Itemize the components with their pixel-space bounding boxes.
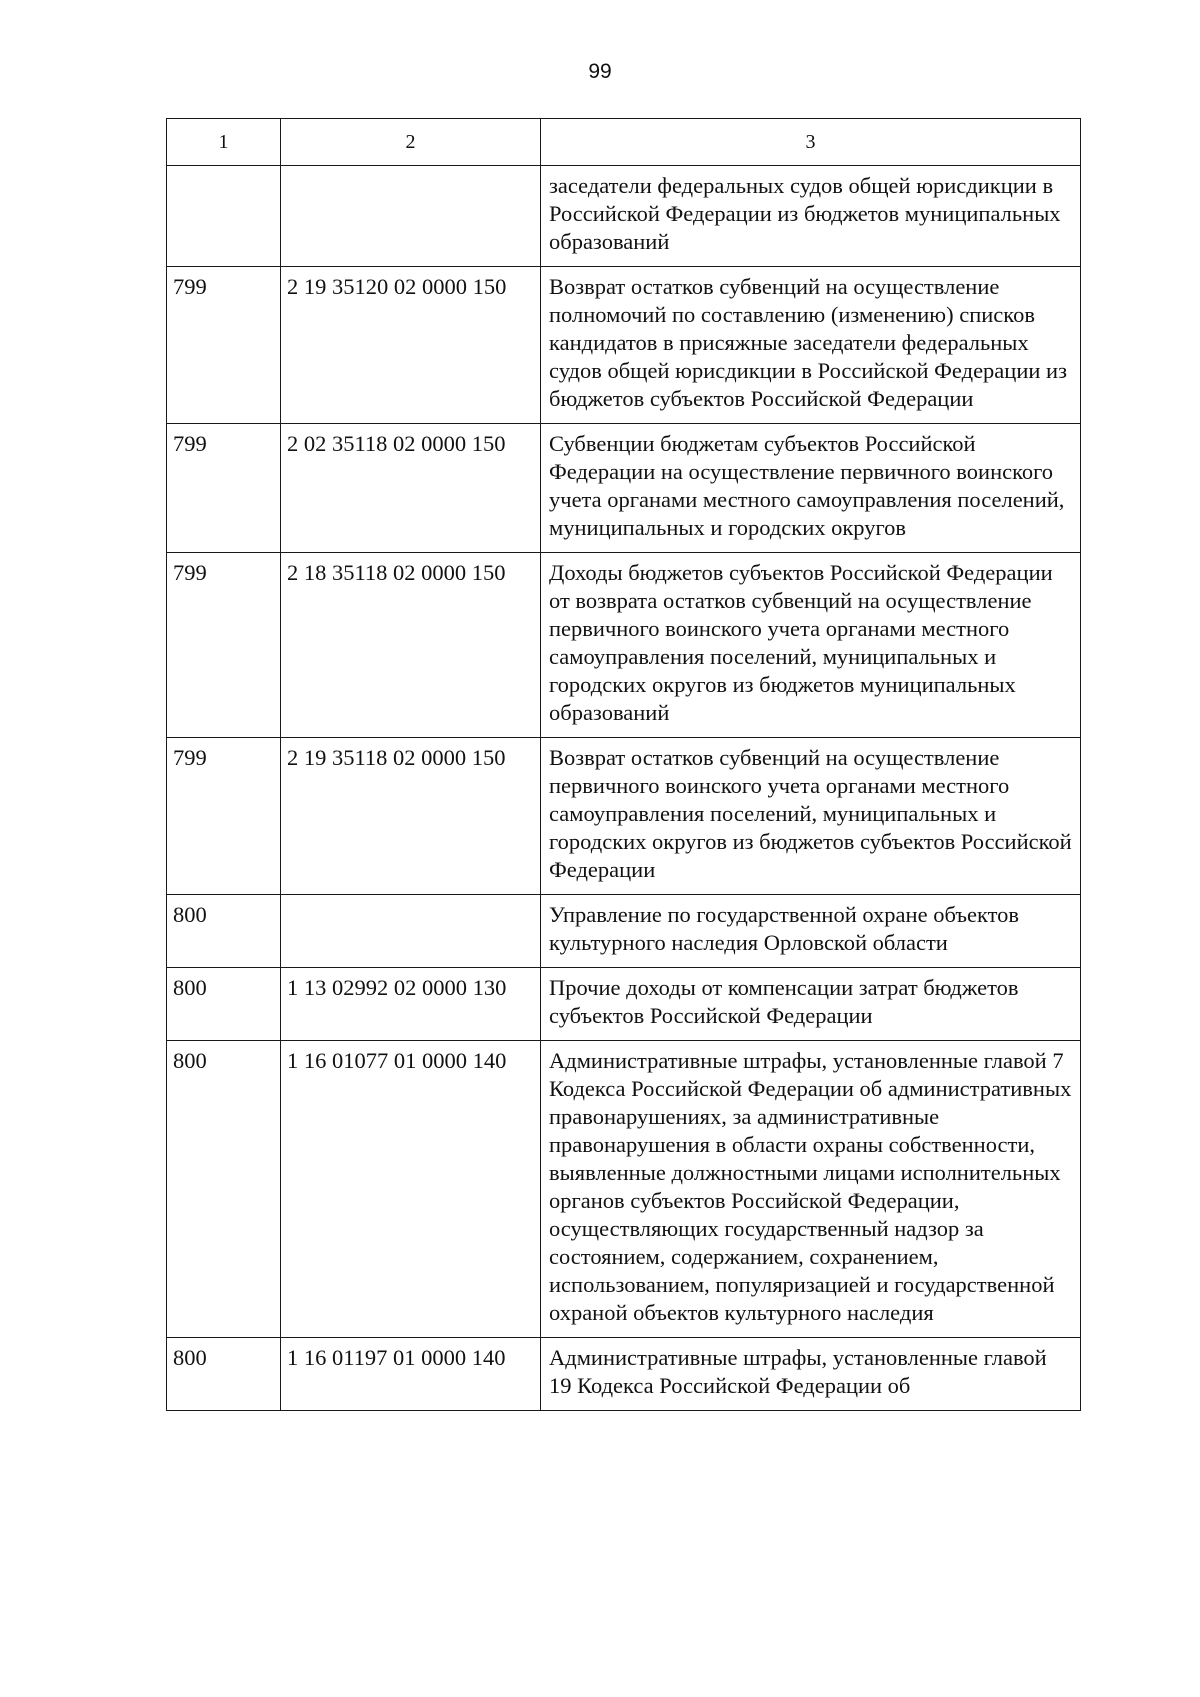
admin-code-cell: 799: [167, 424, 281, 553]
budget-code-cell: 2 02 35118 02 0000 150: [281, 424, 541, 553]
budget-code-cell: 2 19 35120 02 0000 150: [281, 267, 541, 424]
income-name-cell: Управление по государственной охране объектов культурного наследия Орловской области: [541, 895, 1081, 968]
budget-code-cell: [281, 895, 541, 968]
column-header-1: 1: [167, 119, 281, 166]
income-name-cell: Субвенции бюджетам субъектов Российской Федерации на осуществление первичного воинского учета органами местного самоуправления поселений, муниципальных и городских округов: [541, 424, 1081, 553]
income-name-cell: Возврат остатков субвенций на осуществление полномочий по составлению (изменению) списков кандидатов в присяжные заседатели федеральных судов общей юрисдикции в Российской Федерации из бюджетов субъектов Российской Федерации: [541, 267, 1081, 424]
table-row: [167, 424, 1081, 553]
table-row: [167, 738, 1081, 895]
admin-code-cell: 800: [167, 1041, 281, 1338]
table-row: [167, 1338, 1081, 1411]
budget-code-cell: [281, 166, 541, 267]
income-name-cell: заседатели федеральных судов общей юрисдикции в Российской Федерации из бюджетов муниципальных образований: [541, 166, 1081, 267]
table-row: [167, 267, 1081, 424]
page-number: 99: [588, 60, 612, 83]
table-row: [167, 895, 1081, 968]
column-header-2: 2: [281, 119, 541, 166]
column-header-3: 3: [541, 119, 1081, 166]
budget-code-cell: 1 16 01077 01 0000 140: [281, 1041, 541, 1338]
income-name-cell: Административные штрафы, установленные главой 7 Кодекса Российской Федерации об административных правонарушениях, за административные правонарушения в области охраны собственности, выявленные должностными лицами исполнительных органов субъектов Российской Федерации, осуществляющих государственный надзор за состоянием, содержанием, сохранением, использованием, популяризацией и государственной охраной объектов культурного наследия: [541, 1041, 1081, 1338]
admin-code-cell: 800: [167, 968, 281, 1041]
admin-code-cell: 799: [167, 553, 281, 738]
table-row: [167, 553, 1081, 738]
budget-code-cell: 1 13 02992 02 0000 130: [281, 968, 541, 1041]
admin-code-cell: 799: [167, 267, 281, 424]
admin-code-cell: 800: [167, 1338, 281, 1411]
admin-code-cell: [167, 166, 281, 267]
budget-code-cell: 2 18 35118 02 0000 150: [281, 553, 541, 738]
budget-code-cell: 1 16 01197 01 0000 140: [281, 1338, 541, 1411]
budget-codes-table: [166, 118, 1081, 1411]
table-row: [167, 1041, 1081, 1338]
income-name-cell: Возврат остатков субвенций на осуществление первичного воинского учета органами местного самоуправления поселений, муниципальных и городских округов из бюджетов субъектов Российской Федерации: [541, 738, 1081, 895]
budget-code-cell: 2 19 35118 02 0000 150: [281, 738, 541, 895]
admin-code-cell: 799: [167, 738, 281, 895]
table-row: [167, 968, 1081, 1041]
admin-code-cell: 800: [167, 895, 281, 968]
income-name-cell: Прочие доходы от компенсации затрат бюджетов субъектов Российской Федерации: [541, 968, 1081, 1041]
income-name-cell: Административные штрафы, установленные главой 19 Кодекса Российской Федерации об: [541, 1338, 1081, 1411]
table-header-row: [167, 119, 1081, 166]
table-row: [167, 166, 1081, 267]
income-name-cell: Доходы бюджетов субъектов Российской Федерации от возврата остатков субвенций на осуществление первичного воинского учета органами местного самоуправления поселений, муниципальных и городских округов из бюджетов муниципальных образований: [541, 553, 1081, 738]
